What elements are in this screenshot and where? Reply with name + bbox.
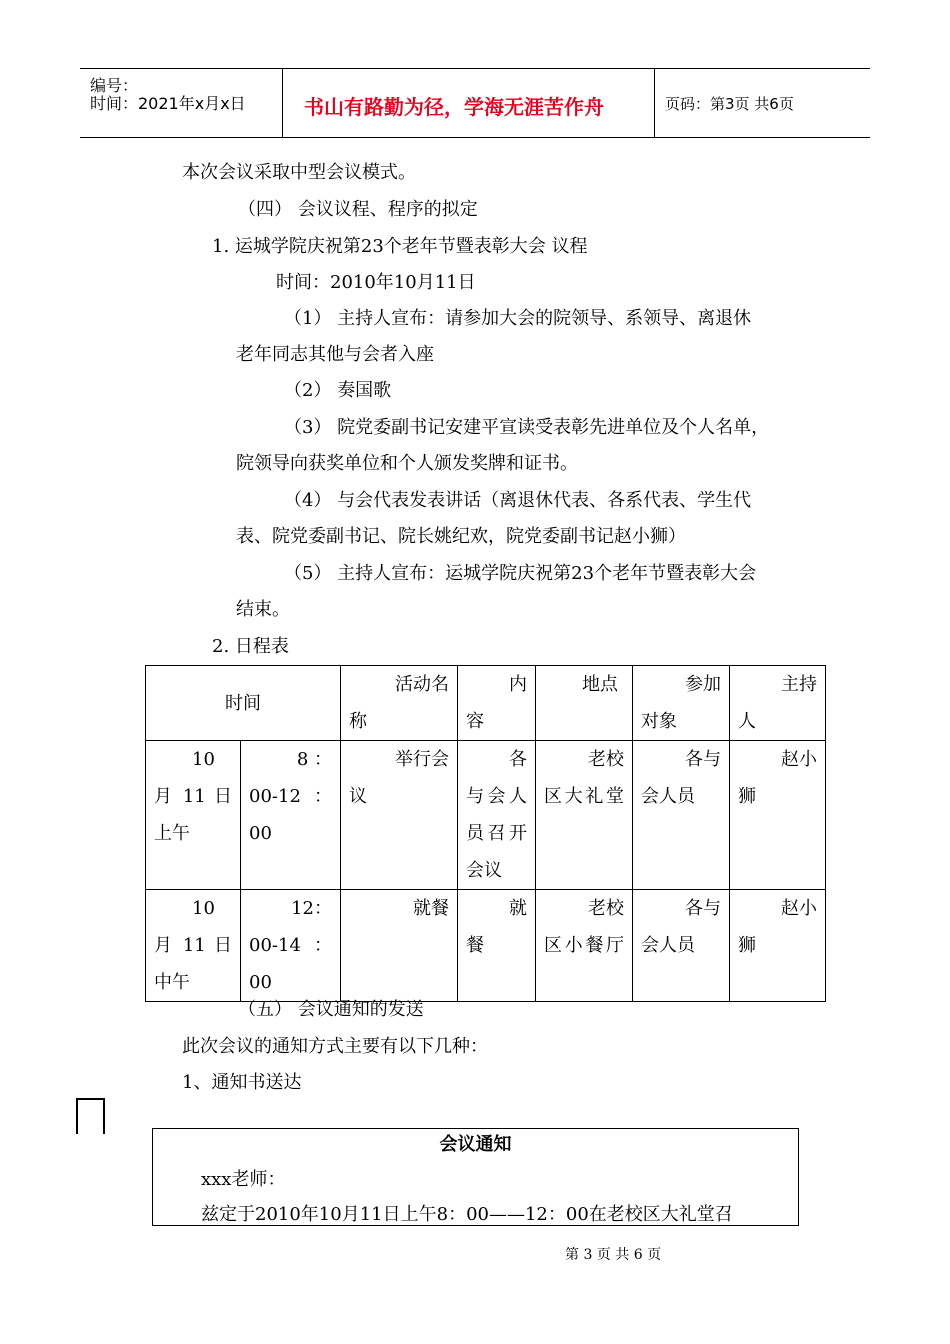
table-row (146, 890, 826, 1002)
header-place-label: 地点 (582, 674, 618, 695)
cell-activity (341, 890, 458, 1002)
header-place (536, 666, 633, 741)
cell-date-line2: 月 11 日 (154, 935, 232, 956)
agenda-step-2: （2） 奏国歌 (284, 380, 392, 401)
header-activity-line2: 称 (349, 711, 367, 732)
body-line: 本次会议采取中型会议模式。 (182, 162, 416, 183)
cell-participants-line2: 会人员 (641, 935, 695, 956)
cell-content (458, 890, 536, 1002)
agenda-step-3-cont: 院领导向获奖单位和个人颁发奖牌和证书。 (236, 453, 578, 474)
header-participants-line2: 对象 (641, 711, 677, 732)
header-content-line2: 容 (466, 711, 484, 732)
cell-date-line3: 上午 (154, 823, 190, 844)
page-footer: 第 3 页 共 6 页 (565, 1247, 662, 1263)
page-header (80, 68, 870, 138)
cell-participants-line1: 各与 (685, 749, 721, 770)
cell-place-line2: 区小餐厅 (544, 935, 624, 956)
header-participants-line1: 参加 (685, 674, 721, 695)
number-label: 编号： (90, 76, 139, 95)
header-activity-line1: 活动名 (395, 674, 449, 695)
header-slogan-cell (282, 69, 655, 137)
section-5-heading: （五） 会议通知的发送 (238, 999, 424, 1020)
cell-date-line3: 中午 (154, 972, 190, 993)
cell-content-line2: 餐 (466, 935, 484, 956)
cell-date (146, 741, 241, 890)
cell-participants-line1: 各与 (685, 898, 721, 919)
cell-hours-line1: 12： (291, 898, 332, 919)
meeting-notice-box (152, 1128, 799, 1226)
agenda-step-1-cont: 老年同志其他与会者入座 (236, 344, 434, 365)
notice-title: 会议通知 (439, 1134, 512, 1155)
cell-date-line1: 10 (192, 749, 215, 770)
cell-activity-line2: 议 (349, 786, 367, 807)
cell-activity-line1: 举行会 (395, 749, 449, 770)
notice-method-1: 1、通知书送达 (182, 1072, 302, 1093)
cell-place (536, 890, 633, 1002)
header-activity (341, 666, 458, 741)
cell-host-line1: 赵小 (781, 749, 817, 770)
cell-participants-line2: 会人员 (641, 786, 695, 807)
cell-date-line1: 10 (192, 898, 215, 919)
cell-content-line4: 会议 (466, 860, 502, 881)
cell-place-line2: 区大礼堂 (544, 786, 624, 807)
cell-content-line1: 就 (509, 898, 527, 919)
page-code: 页码：第3页 共6页 (665, 95, 794, 113)
header-host (730, 666, 826, 741)
cell-host (730, 741, 826, 890)
cell-participants (633, 890, 730, 1002)
cell-content-line3: 员召开 (466, 823, 527, 844)
agenda-step-1: （1） 主持人宣布：请参加大会的院领导、系领导、离退休 (284, 308, 752, 329)
cell-activity (341, 741, 458, 890)
cell-host-line2: 狮 (738, 935, 756, 956)
cell-hours-line3: 00 (249, 972, 272, 993)
header-content-line1: 内 (509, 674, 527, 695)
cell-hours-line3: 00 (249, 823, 272, 844)
notice-salutation: xxx老师： (201, 1169, 286, 1190)
notice-line-1: 兹定于2010年10月11日上午8：00——12：00在老校区大礼堂召 (201, 1204, 733, 1225)
header-content (458, 666, 536, 741)
cell-date (146, 890, 241, 1002)
item-2-heading: 2. 日程表 (212, 636, 289, 657)
cell-date-line2: 月 11 日 (154, 786, 232, 807)
cell-host-line2: 狮 (738, 786, 756, 807)
cell-activity-line1: 就餐 (413, 898, 449, 919)
cell-participants (633, 741, 730, 890)
agenda-step-4-cont: 表、院党委副书记、院长姚纪欢，院党委副书记赵小狮） (236, 526, 686, 547)
cell-hours-line1: 8 ： (296, 749, 332, 770)
cell-content-line1: 各 (509, 749, 527, 770)
cell-hours-line2: 00-12 ： (249, 786, 332, 807)
table-header-row (146, 666, 826, 741)
text-boundary-mark (76, 1098, 105, 1134)
header-host-line2: 人 (738, 711, 756, 732)
cell-place-line1: 老校 (588, 898, 624, 919)
agenda-time: 时间：2010年10月11日 (276, 272, 476, 293)
header-participants (633, 666, 730, 741)
cell-hours-line2: 00-14 ： (249, 935, 332, 956)
cell-hours (241, 741, 341, 890)
cell-place-line1: 老校 (588, 749, 624, 770)
date-label: 时间：2021年x月x日 (90, 94, 246, 113)
header-page-cell (655, 69, 870, 137)
notice-methods-intro: 此次会议的通知方式主要有以下几种： (182, 1036, 488, 1057)
cell-content-line2: 与会人 (466, 786, 527, 807)
cell-host-line1: 赵小 (781, 898, 817, 919)
header-time-label: 时间 (225, 692, 261, 714)
cell-content (458, 741, 536, 890)
slogan: 书山有路勤为径，学海无涯苦作舟 (304, 95, 604, 119)
section-4-heading: （四） 会议议程、程序的拟定 (238, 199, 478, 220)
header-meta-cell (80, 69, 283, 137)
header-time (146, 666, 341, 741)
cell-place (536, 741, 633, 890)
item-1-heading: 1. 运城学院庆祝第23个老年节暨表彰大会 议程 (212, 236, 588, 257)
table-row (146, 741, 826, 890)
cell-host (730, 890, 826, 1002)
agenda-step-5-cont: 结束。 (236, 599, 290, 620)
agenda-step-4: （4） 与会代表发表讲话（离退休代表、各系代表、学生代 (284, 490, 752, 511)
header-host-line1: 主持 (781, 674, 817, 695)
agenda-step-5: （5） 主持人宣布：运城学院庆祝第23个老年节暨表彰大会 (284, 563, 757, 584)
cell-hours (241, 890, 341, 1002)
agenda-step-3: （3） 院党委副书记安建平宣读受表彰先进单位及个人名单， (284, 417, 770, 438)
schedule-table (145, 665, 826, 1002)
